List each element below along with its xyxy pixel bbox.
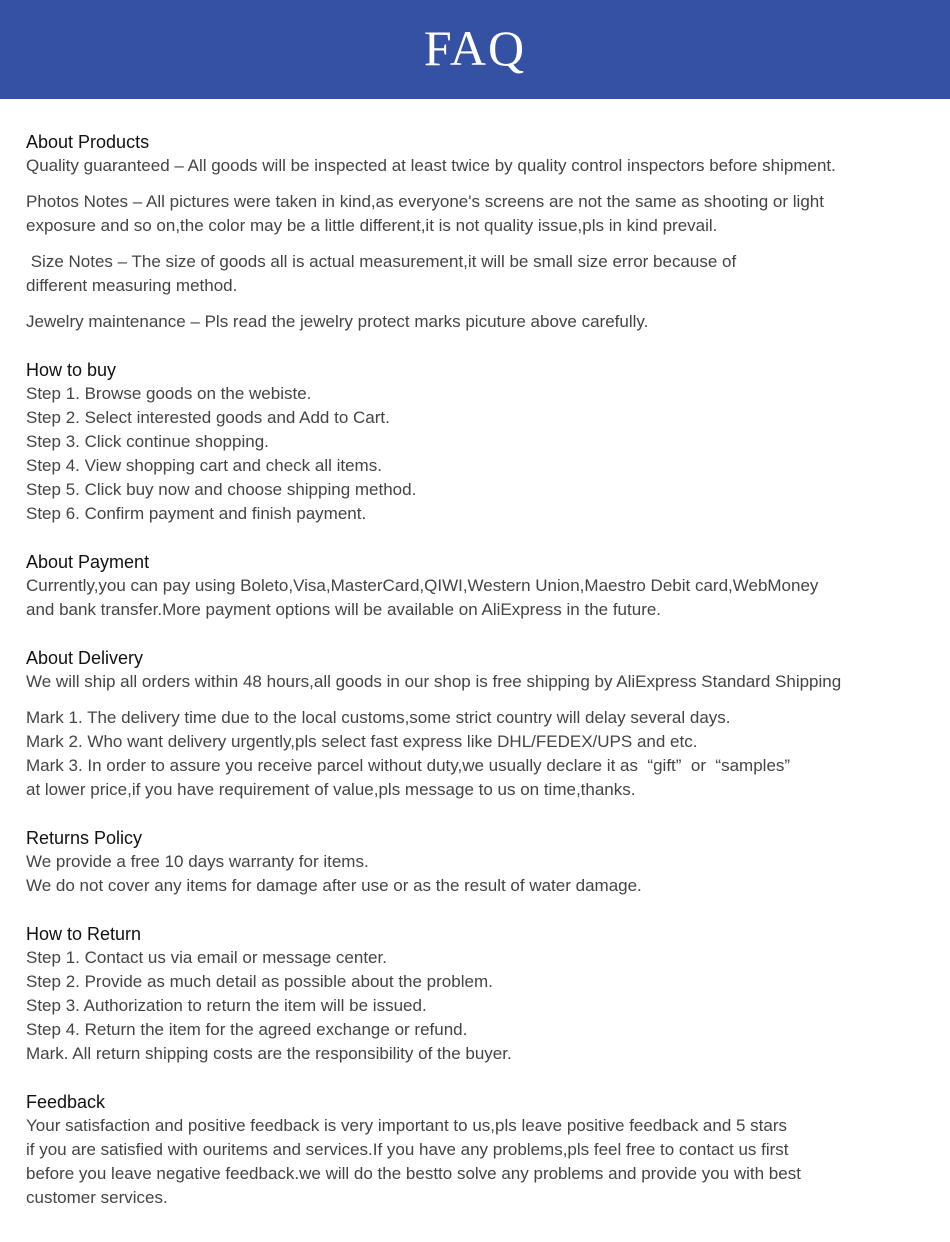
text-line: We do not cover any items for damage after use or as the result of water damage. xyxy=(26,876,642,895)
step-line: Mark. All return shipping costs are the responsibility of the buyer. xyxy=(26,1044,512,1063)
section-feedback xyxy=(26,1090,926,1210)
step-line: Step 4. Return the item for the agreed exchange or refund. xyxy=(26,1020,468,1039)
text-line: We provide a free 10 days warranty for items. xyxy=(26,852,369,871)
text-line: exposure and so on,the color may be a little different,it is not quality issue,pls in kind prevail. xyxy=(26,216,718,235)
section-title: About Delivery xyxy=(26,648,144,668)
text-line: We will ship all orders within 48 hours,all goods in our shop is free shipping by AliExpress Standard Shipping xyxy=(26,672,842,691)
section-title: How to buy xyxy=(26,360,117,380)
text-line: Mark 1. The delivery time due to the local customs,some strict country will delay several days. xyxy=(26,708,731,727)
text-line: Mark 2. Who want delivery urgently,pls select fast express like DHL/FEDEX/UPS and etc. xyxy=(26,732,698,751)
text-line: Currently,you can pay using Boleto,Visa,MasterCard,QIWI,Western Union,Maestro Debit card,WebMoney xyxy=(26,576,819,595)
step-line: Step 2. Select interested goods and Add to Cart. xyxy=(26,408,390,427)
step-line: Step 2. Provide as much detail as possible about the problem. xyxy=(26,972,493,991)
section-returns-policy xyxy=(26,826,926,898)
step-line: Step 3. Click continue shopping. xyxy=(26,432,269,451)
section-title: About Payment xyxy=(26,552,150,572)
step-line: Step 1. Browse goods on the webiste. xyxy=(26,384,312,403)
text-line: at lower price,if you have requirement of value,pls message to us on time,thanks. xyxy=(26,780,636,799)
text-line: and bank transfer.More payment options will be available on AliExpress in the future. xyxy=(26,600,662,619)
faq-header xyxy=(0,0,950,99)
step-line: Step 6. Confirm payment and finish payment. xyxy=(26,504,367,523)
step-line: Step 5. Click buy now and choose shipping method. xyxy=(26,480,417,499)
text-line: different measuring method. xyxy=(26,276,238,295)
step-line: Step 3. Authorization to return the item will be issued. xyxy=(26,996,427,1015)
text-line: if you are satisfied with ouritems and services.If you have any problems,pls feel free to contact us first xyxy=(26,1140,789,1159)
section-title: About Products xyxy=(26,132,150,152)
step-line: Step 4. View shopping cart and check all items. xyxy=(26,456,382,475)
section-about-products xyxy=(26,130,926,334)
section-about-payment xyxy=(26,550,926,622)
section-how-to-return xyxy=(26,922,926,1066)
text-line: Photos Notes – All pictures were taken in kind,as everyone's screens are not the same as shooting or light xyxy=(26,192,824,211)
text-line: Jewelry maintenance – Pls read the jewelry protect marks picuture above carefully. xyxy=(26,312,649,331)
text-line: customer services. xyxy=(26,1188,168,1207)
text-line: Quality guaranteed – All goods will be inspected at least twice by quality control inspectors before shipment. xyxy=(26,156,836,175)
text-line: Size Notes – The size of goods all is actual measurement,it will be small size error because of xyxy=(26,252,737,271)
text-line: Mark 3. In order to assure you receive parcel without duty,we usually declare it as “gift” or “samples” xyxy=(26,756,791,775)
step-line: Step 1. Contact us via email or message center. xyxy=(26,948,387,967)
text-line: before you leave negative feedback.we will do the bestto solve any problems and provide you with best xyxy=(26,1164,801,1183)
faq-content xyxy=(26,130,926,1234)
section-title: Feedback xyxy=(26,1092,106,1112)
section-about-delivery xyxy=(26,646,926,802)
page-title: FAQ xyxy=(423,19,527,76)
section-title: How to Return xyxy=(26,924,142,944)
text-line: Your satisfaction and positive feedback is very important to us,pls leave positive feedback and 5 stars xyxy=(26,1116,788,1135)
section-title: Returns Policy xyxy=(26,828,143,848)
section-how-to-buy xyxy=(26,358,926,526)
